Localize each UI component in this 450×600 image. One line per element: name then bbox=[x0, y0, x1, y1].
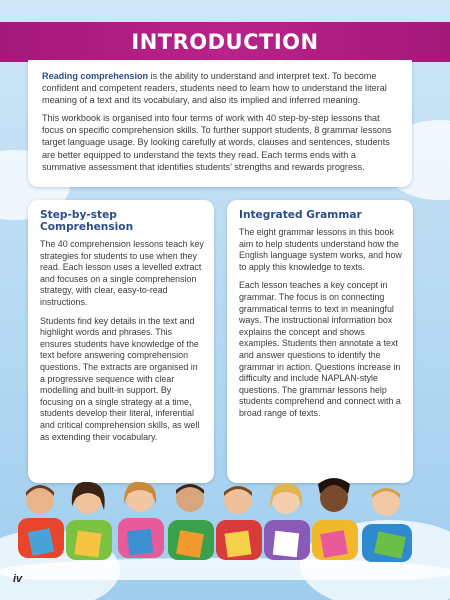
child-1 bbox=[18, 485, 64, 558]
comprehension-paragraph-1: The 40 comprehension lessons teach key strategies for students to use when they read. Each lesson uses a levelled extract and focuses on a single comprehension strategy, with clear, easy-to-read instructions. bbox=[40, 239, 204, 307]
comprehension-panel bbox=[28, 200, 214, 483]
title-banner bbox=[0, 22, 450, 62]
child-3 bbox=[118, 482, 164, 558]
intro-paragraph-2: This workbook is organised into four terms of work with 40 step-by-step lessons that focus on specific comprehension skills. To further support students, 8 grammar lessons target language usage. By looking carefully at words, clauses and sentences, students are better equipped to understand the texts they read. Each terms ends with a summative assessment that identifies students’ strengths and rewards progress. bbox=[42, 113, 392, 172]
page-number: iv bbox=[13, 573, 23, 585]
intro-paragraph-1-text: is the ability to understand and interpret text. To become confident and competent readers, students need to learn how to understand the literal meaning of a text and its vocabulary, and also its implied and inferred meaning. bbox=[42, 71, 387, 106]
grammar-paragraph-1: The eight grammar lessons in this book aim to help students understand how the English language system works, and how to apply this knowledge to texts. bbox=[239, 227, 402, 272]
child-7 bbox=[312, 478, 358, 560]
grammar-heading: Integrated Grammar bbox=[239, 209, 362, 221]
children-reading-illustration bbox=[0, 470, 450, 580]
comprehension-paragraph-2: Students find key details in the text and highlight words and phrases. This ensures students have knowledge of the text before answering comprehension questions. The extracts are organised in a progressive sequence with clear modelling and built-in support. By focusing on a single strategy at a time, students develop their literal, inferential and critical comprehension skills, as well as extending their vocabulary. bbox=[40, 315, 200, 442]
comprehension-heading: Step-by-step Comprehension bbox=[40, 209, 134, 233]
grammar-paragraph-2: Each lesson teaches a key concept in grammar. The focus is on connecting grammatical terms to text in meaningful ways. The instructional information box explains the concept and shows examples. Students then annotate a text and answer questions to identify the grammar in action. Questions increase in difficulty and include NAPLAN-style questions. The grammar lessons help students comprehend and connect with a broad range of texts. bbox=[239, 280, 401, 418]
introduction-panel bbox=[28, 60, 412, 187]
page-title: INTRODUCTION bbox=[131, 30, 319, 54]
intro-paragraph-1 bbox=[42, 70, 398, 106]
child-5 bbox=[216, 486, 262, 560]
child-6 bbox=[264, 483, 310, 560]
intro-lead-term: Reading comprehension bbox=[42, 71, 149, 81]
child-4 bbox=[168, 484, 214, 560]
child-8 bbox=[362, 488, 412, 562]
child-2 bbox=[66, 482, 112, 560]
grammar-panel bbox=[227, 200, 413, 483]
